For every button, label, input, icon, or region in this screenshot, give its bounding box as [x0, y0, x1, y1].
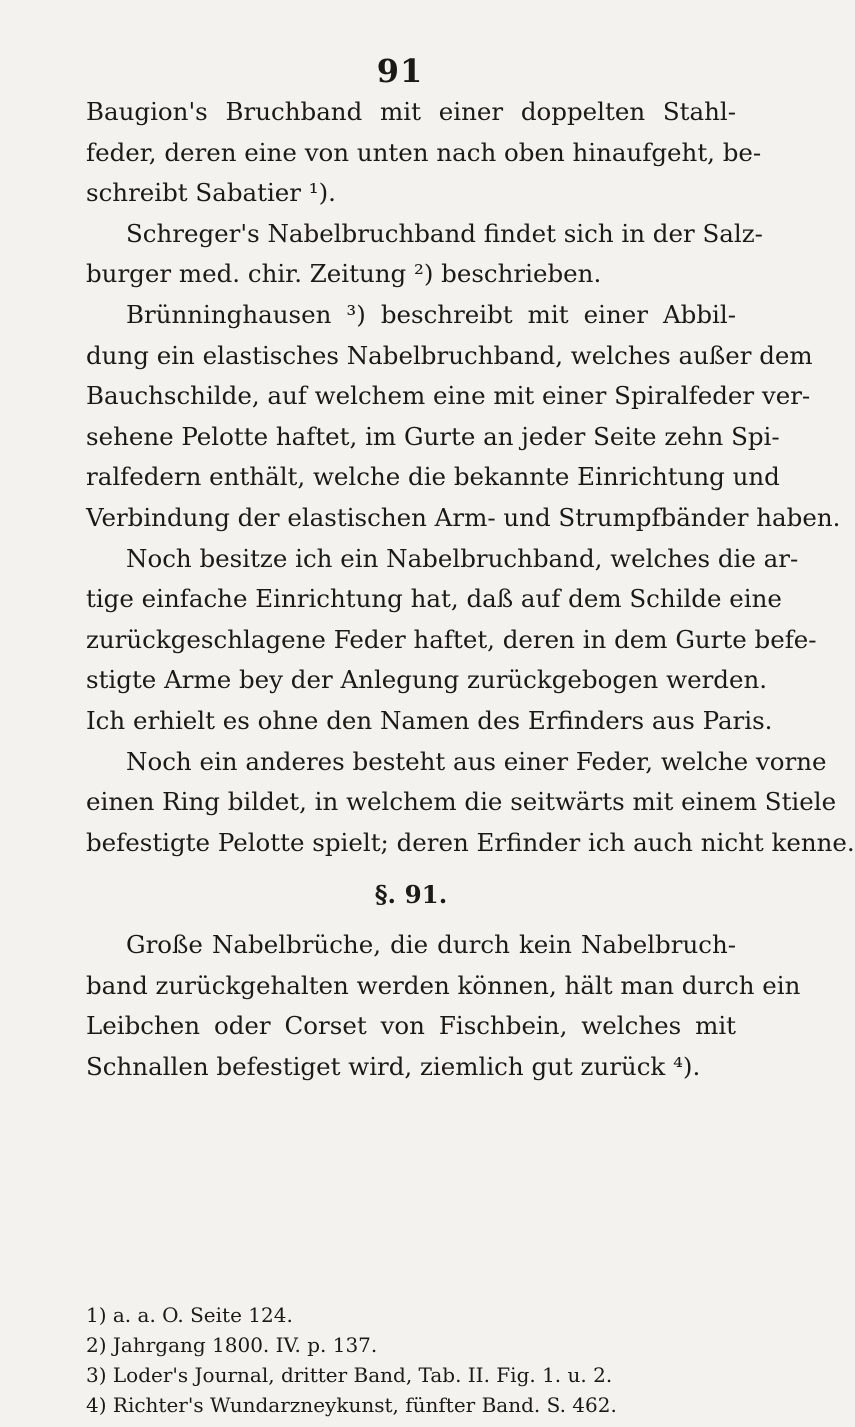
text-line: schreibt Sabatier ¹). [86, 178, 336, 208]
text-line: band zurückgehalten werden können, hält man durch ein [86, 970, 801, 1000]
text-line: Schnallen befestiget wird, ziemlich gut zurück ⁴). [86, 1052, 701, 1082]
text-line: Noch besitze ich ein Nabelbruchband, welches die ar- [126, 543, 799, 573]
footnotes [86, 1300, 736, 1420]
body-text [86, 92, 855, 1088]
text-line: feder, deren eine von unten nach oben hinaufgeht, be- [86, 137, 762, 167]
paragraph-large-umbilical-hernias [86, 925, 801, 1087]
text-line: Brünninghausen ³) beschreibt mit einer Abbil- [126, 299, 736, 329]
text-line: Bauchschilde, auf welchem eine mit einer Spiralfeder ver- [86, 381, 811, 411]
text-line: burger med. chir. Zeitung ²) beschrieben. [86, 259, 602, 289]
text-line: sehene Pelotte haftet, im Gurte an jeder Seite zehn Spi- [86, 421, 780, 451]
text-line: Große Nabelbrüche, die durch kein Nabelbruch- [126, 930, 736, 960]
section-heading: §. 91. [374, 880, 448, 910]
text-line: zurückgeschlagene Feder haftet, deren in dem Gurte befe- [86, 624, 817, 654]
text-line: tige einfache Einrichtung hat, daß auf dem Schilde eine [86, 584, 782, 614]
text-line: stigte Arme bey der Anlegung zurückgebogen werden. [86, 665, 768, 695]
paragraph-bruchband-descriptions [86, 92, 855, 863]
text-line: Leibchen oder Corset von Fischbein, welches mit [86, 1011, 736, 1041]
text-line: Verbindung der elastischen Arm- und Strumpfbänder haben. [86, 502, 841, 532]
text-line: befestigte Pelotte spielt; deren Erfinder ich auch nicht kenne. [86, 827, 855, 857]
text-line: Ich erhielt es ohne den Namen des Erfinders aus Paris. [86, 705, 773, 735]
text-line: dung ein elastisches Nabelbruchband, welches außer dem [86, 340, 813, 370]
text-line: ralfedern enthält, welche die bekannte Einrichtung und [86, 462, 780, 492]
text-line: Baugion's Bruchband mit einer doppelten Stahl- [86, 97, 736, 126]
text-line: Noch ein anderes besteht aus einer Feder, welche vorne [126, 746, 827, 776]
footnote: 1) a. a. O. Seite 124. [86, 1303, 293, 1327]
text-line: einen Ring bildet, in welchem die seitwärts mit einem Stiele [86, 787, 837, 817]
page-number: 91 [376, 52, 424, 90]
footnote: 2) Jahrgang 1800. IV. p. 137. [86, 1333, 378, 1357]
text-line: Schreger's Nabelbruchband findet sich in der Salz- [126, 218, 763, 248]
footnote: 4) Richter's Wundarzneykunst, fünfter Band. S. 462. [86, 1393, 617, 1417]
footnote: 3) Loder's Journal, dritter Band, Tab. II. Fig. 1. u. 2. [86, 1363, 613, 1387]
